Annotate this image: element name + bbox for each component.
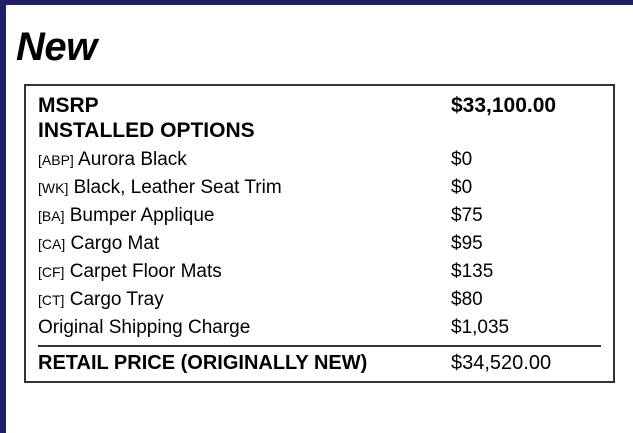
option-code: [WK] [38,180,69,196]
option-code: [BA] [38,208,65,224]
option-label-cell [38,174,451,202]
installed-options-value [451,119,601,146]
option-code: [CA] [38,236,66,252]
option-label-cell [38,314,451,342]
option-value: $0 [451,149,473,170]
table-row [38,202,601,230]
option-label: Black, Leather Seat Trim [73,177,282,198]
option-value: $95 [451,233,483,254]
option-label: Aurora Black [78,149,187,170]
table-row [38,230,601,258]
option-code: [CF] [38,264,65,280]
pricing-panel [24,84,615,383]
table-row [38,286,601,314]
table-row-msrp [38,94,601,119]
option-code: [ABP] [38,152,74,168]
option-label: Carpet Floor Mats [69,261,222,282]
option-code: [CT] [38,292,65,308]
table-row-installed-options-header [38,119,601,146]
option-value: $135 [451,261,494,282]
option-label-cell [38,258,451,286]
option-value: $75 [451,205,483,226]
option-label-cell [38,202,451,230]
option-value: $0 [451,177,473,198]
total-value: $34,520.00 [451,346,601,375]
table-row-total [38,346,601,375]
msrp-label: MSRP [38,94,99,117]
option-label: Bumper Applique [69,205,215,226]
pricing-table [38,94,601,375]
table-row [38,258,601,286]
option-label: Cargo Mat [70,233,160,254]
table-row [38,174,601,202]
option-value: $1,035 [451,317,510,338]
option-label-cell [38,146,451,174]
option-value: $80 [451,289,483,310]
page-title: New [16,25,97,69]
msrp-value: $33,100.00 [451,94,557,117]
option-label-cell [38,230,451,258]
option-label-cell [38,286,451,314]
table-row [38,314,601,342]
total-label: RETAIL PRICE (ORIGINALLY NEW) [38,346,451,375]
option-label: Original Shipping Charge [38,317,251,338]
table-row [38,146,601,174]
installed-options-label: INSTALLED OPTIONS [38,119,255,142]
option-label: Cargo Tray [69,289,164,310]
